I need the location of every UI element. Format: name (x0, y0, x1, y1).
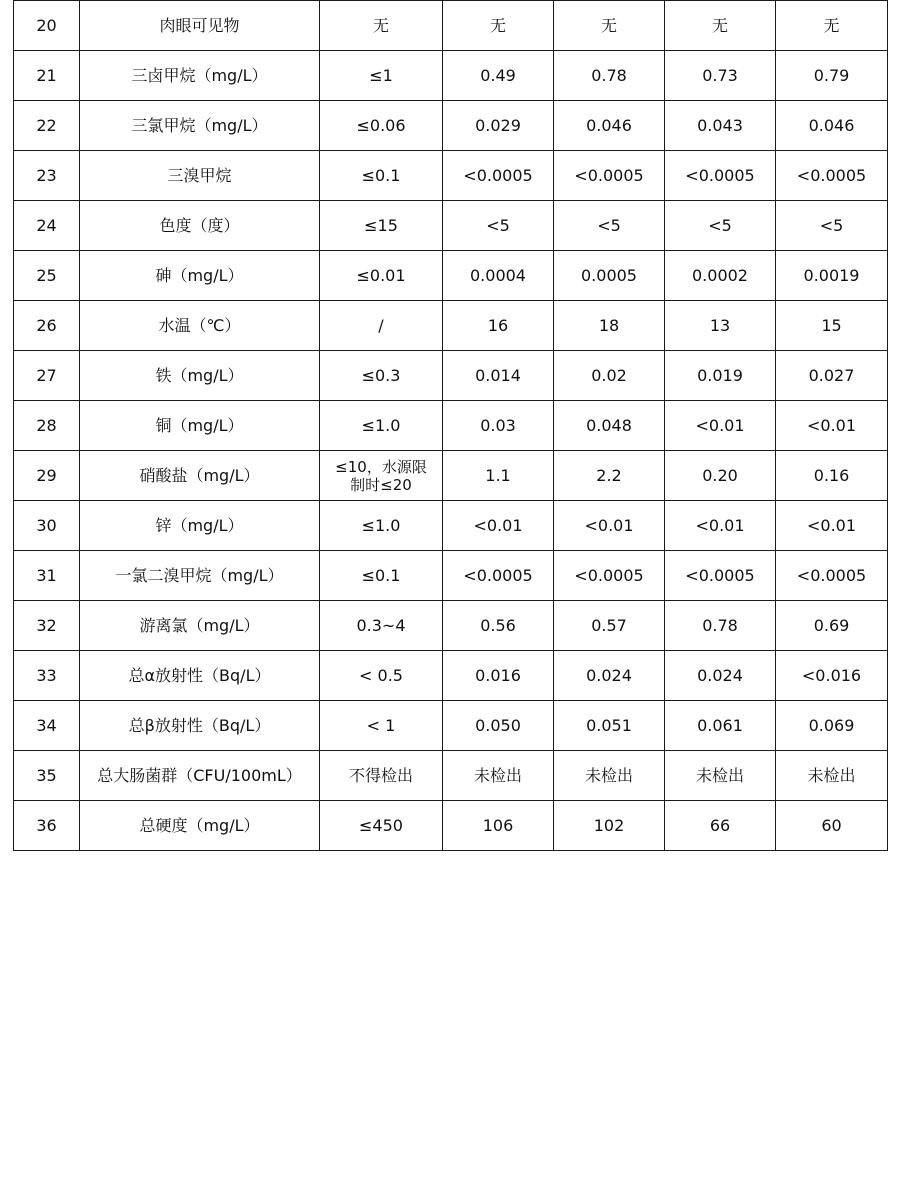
table-row (14, 451, 888, 501)
cell-value-4: 未检出 (776, 751, 888, 801)
cell-value-3: 0.20 (665, 451, 776, 501)
cell-limit: ≤1.0 (320, 401, 443, 451)
cell-item: 色度（度） (80, 201, 320, 251)
cell-index: 24 (14, 201, 80, 251)
cell-value-4: 无 (776, 1, 888, 51)
cell-value-3: 无 (665, 1, 776, 51)
cell-value-2: <5 (554, 201, 665, 251)
table-row (14, 401, 888, 451)
cell-limit: < 0.5 (320, 651, 443, 701)
water-quality-table-wrapper (13, 0, 887, 851)
cell-value-2: 0.051 (554, 701, 665, 751)
cell-value-1: 0.016 (443, 651, 554, 701)
cell-item: 一氯二溴甲烷（mg/L） (80, 551, 320, 601)
table-row (14, 1, 888, 51)
cell-item: 游离氯（mg/L） (80, 601, 320, 651)
cell-value-2: 0.048 (554, 401, 665, 451)
cell-index: 33 (14, 651, 80, 701)
cell-item: 硝酸盐（mg/L） (80, 451, 320, 501)
cell-value-4: 15 (776, 301, 888, 351)
cell-item: 三卤甲烷（mg/L） (80, 51, 320, 101)
cell-value-4: <0.016 (776, 651, 888, 701)
cell-value-1: 106 (443, 801, 554, 851)
cell-item: 三溴甲烷 (80, 151, 320, 201)
table-row (14, 651, 888, 701)
cell-limit: ≤0.3 (320, 351, 443, 401)
cell-index: 26 (14, 301, 80, 351)
cell-value-3: 0.061 (665, 701, 776, 751)
cell-value-1: 16 (443, 301, 554, 351)
table-row (14, 101, 888, 151)
table-row (14, 301, 888, 351)
cell-value-2: 18 (554, 301, 665, 351)
cell-value-4: <0.0005 (776, 151, 888, 201)
table-row (14, 601, 888, 651)
cell-value-1: 0.029 (443, 101, 554, 151)
cell-index: 29 (14, 451, 80, 501)
cell-value-3: 未检出 (665, 751, 776, 801)
cell-value-4: <0.01 (776, 501, 888, 551)
cell-value-4: 0.16 (776, 451, 888, 501)
cell-value-3: 0.78 (665, 601, 776, 651)
cell-index: 23 (14, 151, 80, 201)
cell-limit: ≤15 (320, 201, 443, 251)
cell-value-4: 0.069 (776, 701, 888, 751)
cell-value-4: 0.046 (776, 101, 888, 151)
cell-index: 25 (14, 251, 80, 301)
cell-value-1: 0.014 (443, 351, 554, 401)
cell-value-2: 102 (554, 801, 665, 851)
cell-value-2: 无 (554, 1, 665, 51)
table-row (14, 751, 888, 801)
cell-value-3: 0.024 (665, 651, 776, 701)
cell-value-1: 0.0004 (443, 251, 554, 301)
table-row (14, 251, 888, 301)
cell-limit (320, 451, 443, 501)
table-row (14, 51, 888, 101)
cell-limit-line-2: 制时≤20 (350, 475, 412, 494)
cell-limit: ≤1.0 (320, 501, 443, 551)
cell-value-2: <0.0005 (554, 551, 665, 601)
cell-item: 铜（mg/L） (80, 401, 320, 451)
cell-value-4: <0.01 (776, 401, 888, 451)
cell-value-3: <0.0005 (665, 551, 776, 601)
cell-index: 35 (14, 751, 80, 801)
cell-value-1: 0.03 (443, 401, 554, 451)
cell-index: 31 (14, 551, 80, 601)
cell-value-1: <5 (443, 201, 554, 251)
cell-value-1: <0.0005 (443, 551, 554, 601)
cell-limit: ≤1 (320, 51, 443, 101)
cell-index: 27 (14, 351, 80, 401)
cell-limit: 不得检出 (320, 751, 443, 801)
cell-value-3: 0.0002 (665, 251, 776, 301)
cell-index: 36 (14, 801, 80, 851)
cell-item: 三氯甲烷（mg/L） (80, 101, 320, 151)
cell-value-3: <0.0005 (665, 151, 776, 201)
cell-limit: 无 (320, 1, 443, 51)
table-body (14, 1, 888, 851)
cell-limit-line-1: ≤10，水源限 (335, 457, 427, 476)
table-row (14, 501, 888, 551)
cell-value-3: 66 (665, 801, 776, 851)
cell-value-4: 0.027 (776, 351, 888, 401)
cell-value-2: <0.01 (554, 501, 665, 551)
cell-value-1: <0.0005 (443, 151, 554, 201)
cell-limit: / (320, 301, 443, 351)
cell-value-1: <0.01 (443, 501, 554, 551)
cell-value-2: 0.02 (554, 351, 665, 401)
cell-index: 20 (14, 1, 80, 51)
cell-item: 总α放射性（Bq/L） (80, 651, 320, 701)
table-row (14, 801, 888, 851)
table-row (14, 151, 888, 201)
cell-index: 30 (14, 501, 80, 551)
cell-limit: ≤0.1 (320, 551, 443, 601)
cell-value-4: 60 (776, 801, 888, 851)
cell-value-3: 0.043 (665, 101, 776, 151)
cell-value-3: <0.01 (665, 501, 776, 551)
cell-value-4: 0.0019 (776, 251, 888, 301)
table-row (14, 701, 888, 751)
cell-index: 34 (14, 701, 80, 751)
cell-limit: ≤450 (320, 801, 443, 851)
cell-value-4: 0.79 (776, 51, 888, 101)
water-quality-table (13, 0, 888, 851)
cell-limit: < 1 (320, 701, 443, 751)
cell-index: 28 (14, 401, 80, 451)
cell-limit: ≤0.06 (320, 101, 443, 151)
cell-value-4: <0.0005 (776, 551, 888, 601)
cell-value-1: 未检出 (443, 751, 554, 801)
cell-value-3: 13 (665, 301, 776, 351)
cell-index: 32 (14, 601, 80, 651)
cell-item: 总β放射性（Bq/L） (80, 701, 320, 751)
cell-item: 总硬度（mg/L） (80, 801, 320, 851)
cell-value-2: 0.78 (554, 51, 665, 101)
cell-index: 21 (14, 51, 80, 101)
cell-value-2: 0.0005 (554, 251, 665, 301)
cell-value-2: 0.024 (554, 651, 665, 701)
cell-value-1: 无 (443, 1, 554, 51)
cell-index: 22 (14, 101, 80, 151)
cell-value-3: <5 (665, 201, 776, 251)
cell-value-2: 0.046 (554, 101, 665, 151)
cell-value-2: 2.2 (554, 451, 665, 501)
cell-value-2: <0.0005 (554, 151, 665, 201)
cell-item: 铁（mg/L） (80, 351, 320, 401)
cell-item: 锌（mg/L） (80, 501, 320, 551)
cell-value-1: 0.050 (443, 701, 554, 751)
cell-value-3: <0.01 (665, 401, 776, 451)
cell-item: 总大肠菌群（CFU/100mL） (80, 751, 320, 801)
cell-value-2: 0.57 (554, 601, 665, 651)
cell-item: 肉眼可见物 (80, 1, 320, 51)
cell-item: 砷（mg/L） (80, 251, 320, 301)
cell-value-3: 0.019 (665, 351, 776, 401)
cell-limit: ≤0.1 (320, 151, 443, 201)
table-row (14, 351, 888, 401)
cell-value-2: 未检出 (554, 751, 665, 801)
cell-value-1: 1.1 (443, 451, 554, 501)
table-row (14, 551, 888, 601)
cell-value-1: 0.49 (443, 51, 554, 101)
cell-limit: ≤0.01 (320, 251, 443, 301)
cell-limit: 0.3~4 (320, 601, 443, 651)
table-row (14, 201, 888, 251)
cell-item: 水温（℃） (80, 301, 320, 351)
cell-value-3: 0.73 (665, 51, 776, 101)
cell-value-4: <5 (776, 201, 888, 251)
cell-value-1: 0.56 (443, 601, 554, 651)
cell-value-4: 0.69 (776, 601, 888, 651)
